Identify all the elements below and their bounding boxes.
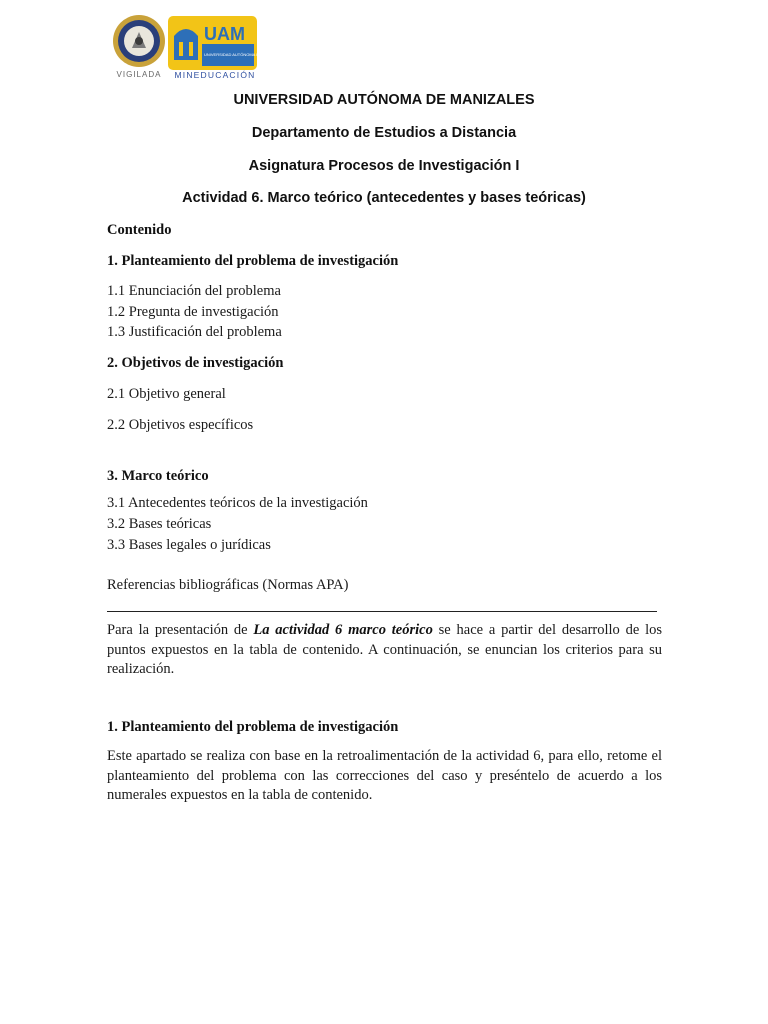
university-title: UNIVERSIDAD AUTÓNOMA DE MANIZALES (233, 92, 535, 108)
seal-caption: VIGILADA (116, 70, 162, 79)
section3-item: 3.1 Antecedentes teóricos de la investigación (107, 495, 368, 511)
section1-item: 1.3 Justificación del problema (107, 324, 282, 340)
section3-item: 3.2 Bases teóricas (107, 516, 212, 532)
section-divider (107, 611, 657, 612)
body-heading: 1. Planteamiento del problema de investigación (107, 719, 399, 735)
section2-item: 2.1 Objetivo general (107, 386, 226, 402)
activity-title: Actividad 6. Marco teórico (antecedentes y bases teóricas) (182, 190, 586, 206)
section1-title: 1. Planteamiento del problema de investigación (107, 253, 399, 269)
subject-title: Asignatura Procesos de Investigación I (248, 158, 520, 174)
body-paragraph: Este apartado se realiza con base en la retroalimentación de la actividad 6, para ello, retome el planteamiento del problema con las correcciones del caso y preséntelo de acuerdo a los numerales expuestos en la tabla de contenido. (107, 748, 662, 803)
intro-text-after: se hace a partir del desarrollo de los puntos expuestos en la tabla de contenido. A continuación, se enuncian los criterios para su realización. (107, 622, 663, 677)
section1-item: 1.2 Pregunta de investigación (107, 304, 279, 320)
intro-emphasis: La actividad 6 marco teórico (253, 622, 433, 638)
uam-logo-icon (168, 16, 286, 70)
uam-logo-text: UAM (204, 24, 245, 44)
section1-item: 1.1 Enunciación del problema (107, 283, 281, 299)
section3-item: 3.3 Bases legales o jurídicas (107, 537, 271, 553)
department-title: Departamento de Estudios a Distancia (251, 125, 517, 141)
uam-logo-small-text: UNIVERSIDAD AUTÓNOMA DE MANIZALES (204, 52, 286, 57)
section2-item: 2.2 Objetivos específicos (107, 417, 254, 433)
intro-text-before: Para la presentación de (107, 622, 254, 638)
section3-title: 3. Marco teórico (107, 468, 209, 484)
header-logos (112, 14, 286, 80)
contents-heading: Contenido (107, 222, 172, 238)
intro-paragraph (107, 621, 662, 680)
references-line: Referencias bibliográficas (Normas APA) (107, 577, 349, 593)
mineducacion-caption: MINEDUCACIÓN (174, 70, 256, 80)
vigilada-seal-icon (112, 14, 166, 68)
section2-title: 2. Objetivos de investigación (107, 355, 284, 371)
